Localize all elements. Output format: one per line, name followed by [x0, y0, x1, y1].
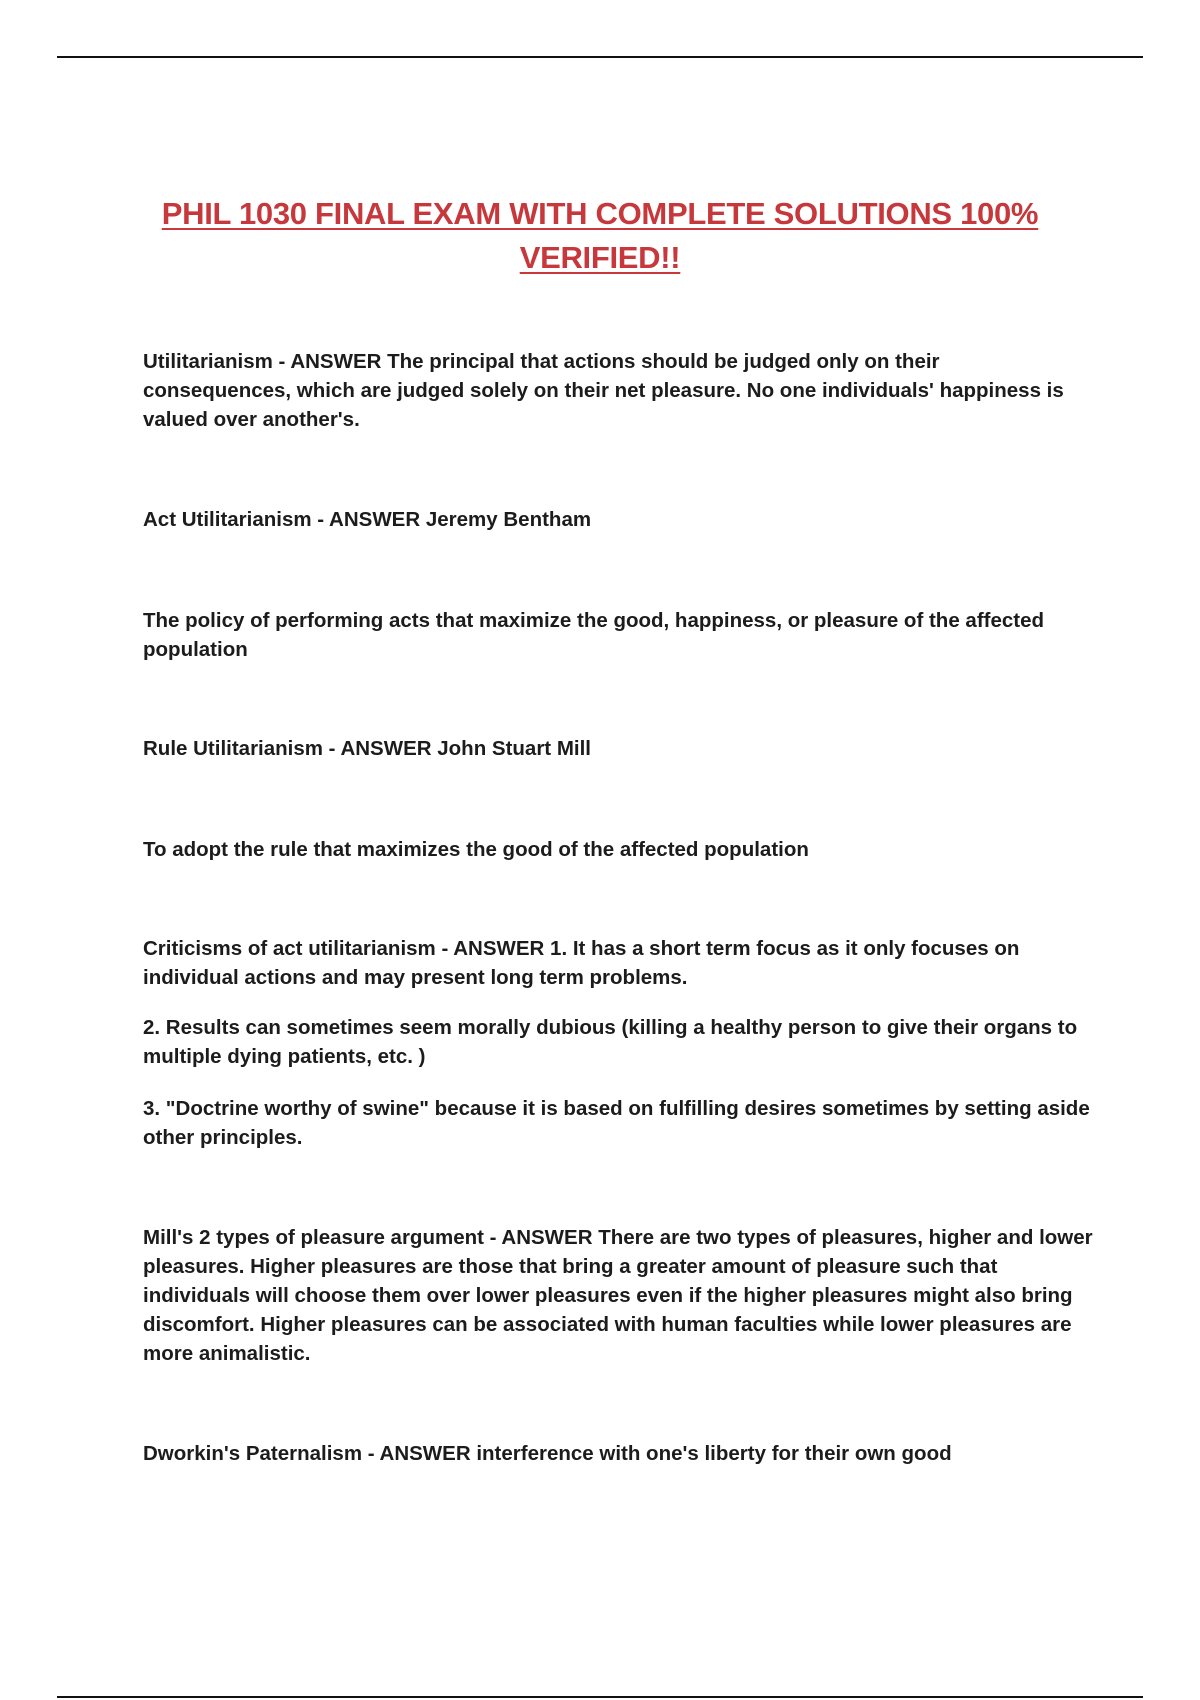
entry-rule-utilitarianism: Rule Utilitarianism - ANSWER John Stuart Mill: [143, 737, 591, 760]
entry-act-utilitarianism-definition: The policy of performing acts that maximize the good, happiness, or pleasure of the affected population: [143, 609, 1045, 661]
document-title: PHIL 1030 FINAL EXAM WITH COMPLETE SOLUTIONS 100% VERIFIED!!: [161, 196, 1039, 275]
entry-mills-pleasure-argument: Mill's 2 types of pleasure argument - ANSWER There are two types of pleasures, higher and lower pleasures. Higher pleasures are those that bring a greater amount of pleasure such that individuals will choose them over lower pleasures even if the higher pleasures might also bring discomfort. Higher pleasures can be associated with human faculties while lower pleasures are more animalistic.: [143, 1226, 1093, 1365]
header-rule: [57, 56, 1143, 58]
entry-criticism-2: 2. Results can sometimes seem morally dubious (killing a healthy person to give their organs to multiple dying patients, etc. ): [143, 1016, 1078, 1068]
entry-criticism-3: 3. "Doctrine worthy of swine" because it is based on fulfilling desires sometimes by setting aside other principles.: [143, 1097, 1090, 1149]
entry-rule-utilitarianism-definition: To adopt the rule that maximizes the good of the affected population: [143, 838, 809, 861]
entry-utilitarianism: Utilitarianism - ANSWER The principal that actions should be judged only on their consequences, which are judged solely on their net pleasure. No one individuals' happiness is valued over another's.: [143, 350, 1064, 431]
footer-rule: [57, 1696, 1143, 1698]
entry-dworkins-paternalism: Dworkin's Paternalism - ANSWER interference with one's liberty for their own good: [143, 1442, 952, 1465]
entry-criticisms-act-utilitarianism: Criticisms of act utilitarianism - ANSWER 1. It has a short term focus as it only focuses on individual actions and may present long term problems.: [143, 937, 1020, 989]
entry-act-utilitarianism: Act Utilitarianism - ANSWER Jeremy Bentham: [143, 508, 592, 531]
